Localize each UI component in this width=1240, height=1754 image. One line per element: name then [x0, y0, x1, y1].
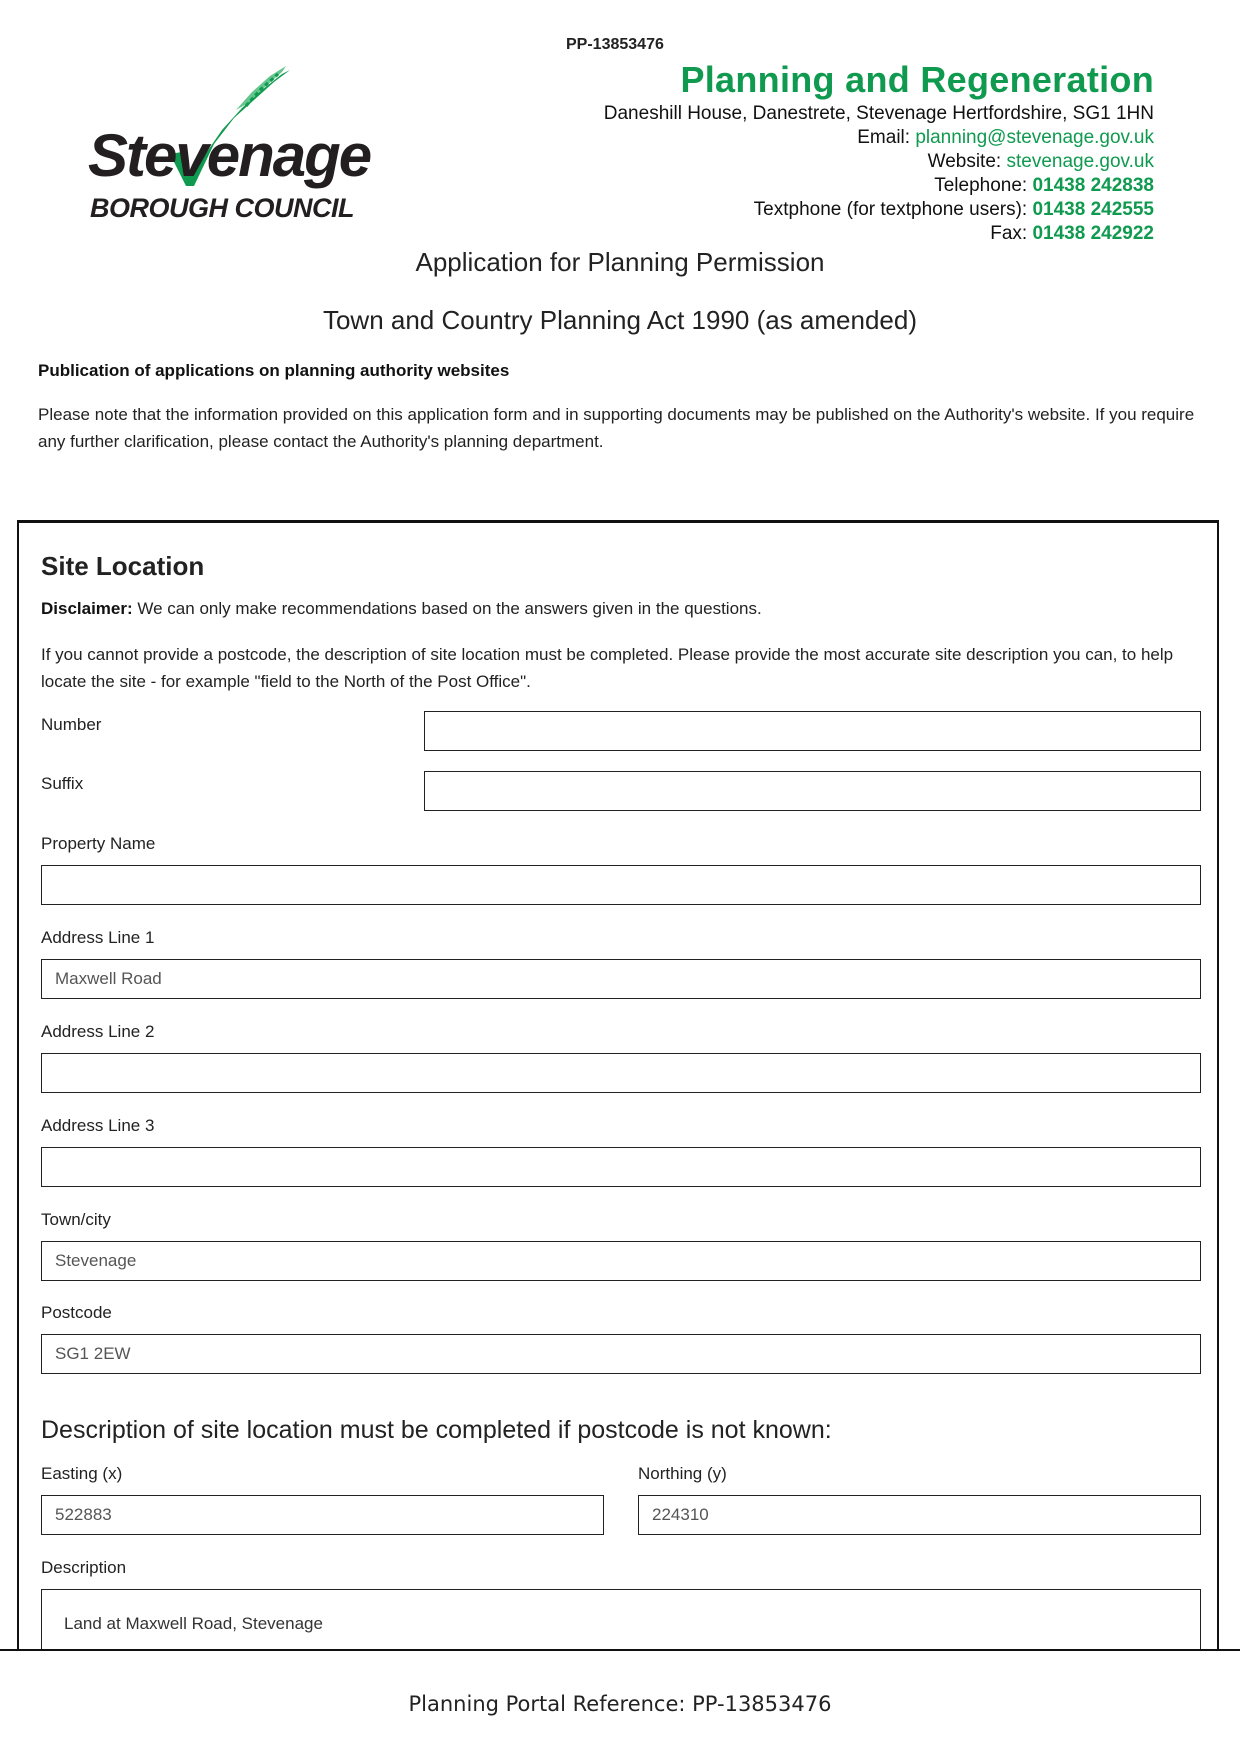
disclaimer	[41, 599, 762, 619]
telephone-label: Telephone:	[934, 175, 1028, 196]
address-line-3-field[interactable]	[41, 1147, 1201, 1187]
telephone-number: 01438 242838	[1032, 175, 1154, 196]
website-link[interactable]: stevenage.gov.uk	[1006, 151, 1154, 172]
postcode-note: If you cannot provide a postcode, the description of site location must be completed. Please provide the most accurate site description you can, to help locate the site - for example "field to the North of the Post Office".	[41, 645, 1174, 691]
site-location-section	[17, 520, 1219, 1650]
address-line-1-field[interactable]: Maxwell Road	[41, 959, 1201, 999]
property-name-label: Property Name	[41, 834, 156, 853]
form-subtitle: Town and Country Planning Act 1990 (as amended)	[322, 305, 918, 335]
easting-label: Easting (x)	[41, 1464, 123, 1483]
telephone-line	[604, 174, 1154, 198]
reference-number: PP-13853476	[566, 36, 664, 53]
department-name: Planning and Regeneration	[680, 59, 1154, 100]
disclaimer-label: Disclaimer:	[41, 599, 133, 618]
email-link[interactable]: planning@stevenage.gov.uk	[915, 127, 1154, 148]
fax-label: Fax:	[990, 223, 1028, 244]
suffix-label: Suffix	[41, 774, 84, 793]
footer-reference: Planning Portal Reference: PP-13853476	[408, 1692, 832, 1716]
fax-number: 01438 242922	[1032, 223, 1154, 244]
logo-wordmark: Stevenage	[88, 122, 371, 189]
fax-line	[604, 222, 1154, 246]
logo-subtitle: BOROUGH COUNCIL	[90, 193, 354, 223]
postcode-field[interactable]: SG1 2EW	[41, 1334, 1201, 1374]
town-city-field[interactable]: Stevenage	[41, 1241, 1201, 1281]
description-field[interactable]: Land at Maxwell Road, Stevenage	[41, 1589, 1201, 1649]
northing-field[interactable]: 224310	[638, 1495, 1201, 1535]
contact-block	[604, 58, 1154, 246]
address-line-1-label: Address Line 1	[41, 928, 155, 947]
council-logo	[86, 66, 386, 236]
address-line-2-field[interactable]	[41, 1053, 1201, 1093]
disclaimer-text: We can only make recommendations based on the answers given in the questions.	[132, 599, 762, 618]
publication-heading: Publication of applications on planning authority websites	[38, 361, 510, 380]
address-line-3-label: Address Line 3	[41, 1116, 155, 1135]
description-label: Description	[41, 1558, 127, 1577]
northing-label: Northing (y)	[638, 1464, 727, 1483]
council-address: Daneshill House, Danestrete, Stevenage Hertfordshire, SG1 1HN	[603, 103, 1154, 124]
description-heading: Description of site location must be completed if postcode is not known:	[41, 1416, 832, 1444]
form-title: Application for Planning Permission	[415, 247, 825, 277]
number-label: Number	[41, 715, 102, 734]
email-label: Email:	[857, 127, 911, 148]
email-line	[604, 126, 1154, 150]
suffix-field[interactable]	[424, 771, 1201, 811]
property-name-field[interactable]	[41, 865, 1201, 905]
section-title: Site Location	[41, 551, 205, 581]
textphone-number: 01438 242555	[1032, 199, 1154, 220]
textphone-line	[604, 198, 1154, 222]
number-field[interactable]	[424, 711, 1201, 751]
postcode-label: Postcode	[41, 1303, 112, 1322]
town-city-label: Town/city	[41, 1210, 111, 1229]
easting-field[interactable]: 522883	[41, 1495, 604, 1535]
website-line	[604, 150, 1154, 174]
textphone-label: Textphone (for textphone users):	[753, 199, 1028, 220]
footer-divider	[0, 1649, 1240, 1651]
address-line-2-label: Address Line 2	[41, 1022, 155, 1041]
publication-text: Please note that the information provided on this application form and in supporting documents may be published on the Authority's website. If you require any further clarification, please contact the Authority's planning department.	[38, 405, 1195, 451]
website-label: Website:	[927, 151, 1002, 172]
